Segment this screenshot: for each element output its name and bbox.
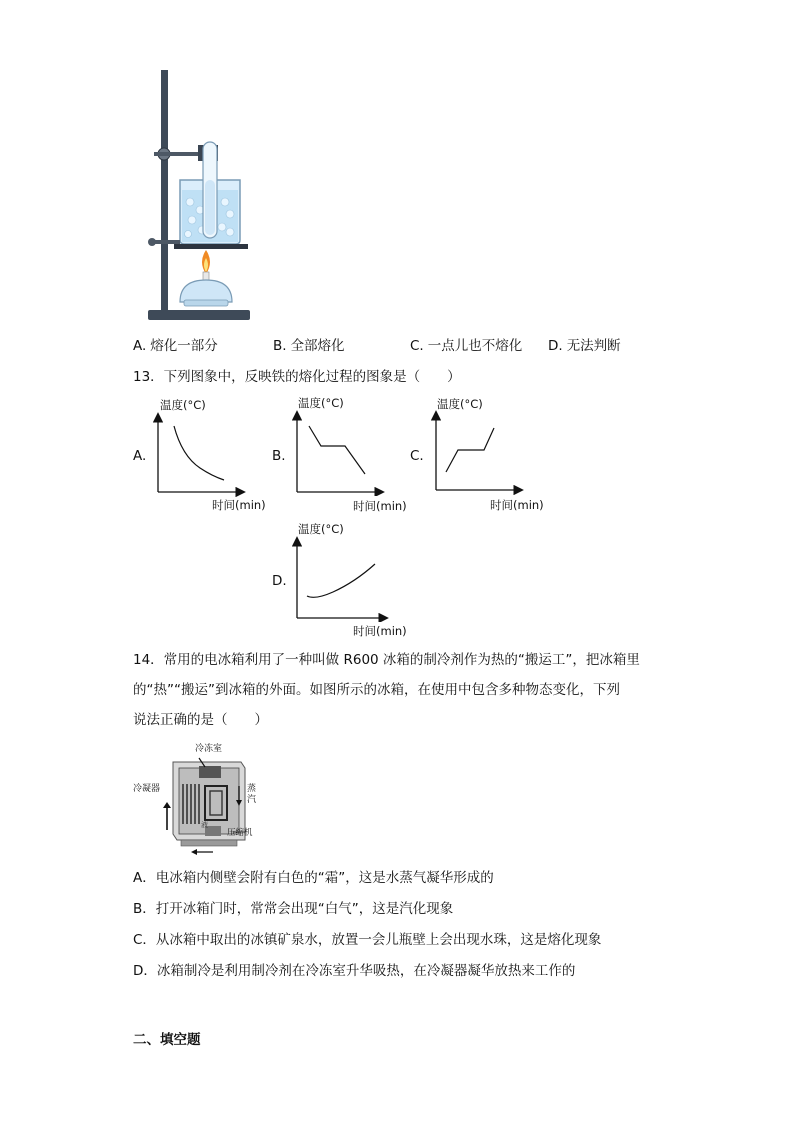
graph-c-curve — [446, 428, 494, 472]
q14-stem-line-1: 14．常用的电冰箱利用了一种叫做 R600 冰箱的制冷剂作为热的“搬运工”，把冰箱里 — [133, 652, 640, 668]
q14-option-d: D．冰箱制冷是利用制冷剂在冷冻室升华吸热，在冷凝器凝华放热来工作的 — [133, 963, 576, 979]
q13-graph-d-ylabel: 温度(°C) — [298, 522, 344, 536]
q13-graph-c-letter: C. — [410, 448, 424, 464]
q12-option-b: B. 全部熔化 — [273, 338, 345, 354]
q13-graph-b — [291, 410, 387, 496]
q12-option-c: C. 一点儿也不熔化 — [410, 338, 523, 354]
graph-b-curve — [309, 426, 365, 474]
melting-apparatus-figure — [140, 62, 270, 324]
q13-graph-c-ylabel: 温度(°C) — [437, 397, 483, 411]
q14-option-a: A．电冰箱内侧壁会附有白色的“霜”，这是水蒸气凝华形成的 — [133, 870, 494, 886]
q13-stem: 13．下列图象中，反映铁的熔化过程的图象是（ ） — [133, 369, 461, 385]
stand-rod — [161, 70, 168, 312]
fridge-label-vapor: 蒸 汽 — [247, 784, 257, 805]
q13-graph-a-xlabel: 时间(min) — [212, 498, 266, 512]
q14-stem-line-2: 的“热”“搬运”到冰箱的外面。如图所示的冰箱，在使用中包含多种物态变化，下列 — [133, 682, 620, 698]
q14-stem-line-3: 说法正确的是（ ） — [133, 712, 268, 728]
q13-graph-d-xlabel: 时间(min) — [353, 624, 407, 638]
q13-graph-a-letter: A. — [133, 448, 147, 464]
q14-option-c: C．从冰箱中取出的冰镇矿泉水，放置一会儿瓶壁上会出现水珠，这是熔化现象 — [133, 932, 602, 948]
q13-graph-b-ylabel: 温度(°C) — [298, 396, 344, 410]
q13-graph-d-letter: D. — [272, 573, 287, 589]
q12-option-d: D. 无法判断 — [548, 338, 621, 354]
fridge-label-liquid: 液 — [201, 821, 208, 829]
fridge-label-compressor: 压缩机 — [227, 828, 253, 838]
q13-graph-d — [291, 536, 391, 622]
graph-d-curve — [307, 564, 375, 597]
section-2-heading: 二、填空题 — [133, 1032, 201, 1048]
q13-graph-b-letter: B. — [272, 448, 286, 464]
q13-graph-b-xlabel: 时间(min) — [353, 499, 407, 513]
q14-option-b: B．打开冰箱门时，常常会出现“白气”，这是汽化现象 — [133, 901, 454, 917]
fridge-label-freezer: 冷冻室 — [195, 744, 223, 754]
q13-graph-a — [152, 412, 248, 498]
fridge-label-condenser: 冷凝器 — [133, 784, 161, 794]
refrigerator-figure — [133, 740, 273, 858]
q13-graph-c — [430, 410, 526, 496]
q13-graph-a-ylabel: 温度(°C) — [160, 398, 206, 412]
q13-graph-c-xlabel: 时间(min) — [490, 498, 544, 512]
graph-a-curve — [174, 426, 224, 480]
q12-option-a: A. 熔化一部分 — [133, 338, 218, 354]
